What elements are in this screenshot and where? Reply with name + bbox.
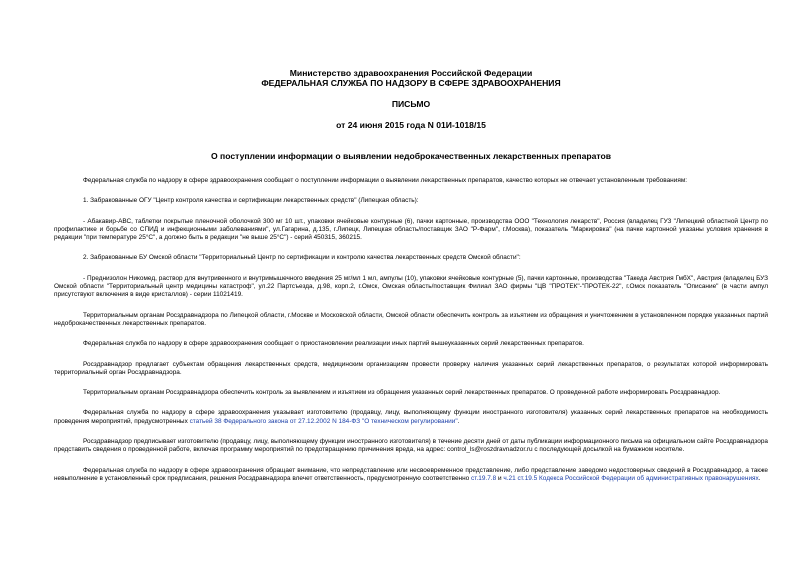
doc-type: ПИСЬМО (391, 99, 431, 109)
document (54, 68, 768, 483)
document-title: О поступлении информации о выявлении недоброкачественных лекарственных препаратов (210, 151, 612, 161)
paragraph-3: - Абакавир-АВС, таблетки покрытые пленочной оболочкой 300 мг 10 шт., упаковки ячейковые контурные (6), пачки картонные, производства ООО "Технология лекарств", Россия (владелец ГУЗ "Липецкий областной Центр по профилактике и борьбе со СПИД и инфекционными заболеваниями", ул.Гагарина, д.135, г.Липецк, Липецкая область/поставщик ЗАО "Р-Фарм", г.Москва), показатель "Маркировка" (на пачке картонной указаны условия хранения в редакции "при температуре 25°С", а должно быть в редакции "не выше 25°С") - серий 450315, 360215. (54, 217, 768, 242)
paragraph-10 (54, 409, 768, 426)
paragraph-12-and: и (496, 474, 504, 482)
doc-date-number: от 24 июня 2015 года N 01И-1018/15 (336, 120, 486, 130)
paragraph-2: 1. Забракованные ОГУ "Центр контроля качества и сертификации лекарственных средств" (Липецкая область): (83, 197, 419, 205)
paragraph-11: Росздравнадзор предписывает изготовителю (продавцу, лицу, выполняющему функции иностранного изготовителя) в течение десяти дней от даты публикации информационного письма на официальном сайте Росздравнадзора представить сведения о проведенной работе, включая программу мероприятий по предотвращению причинения вреда, на адрес: control_ls@roszdravnadzor.ru с последующей досылкой на бумажном носителе. (54, 438, 768, 454)
paragraph-8: Росздравнадзор предлагает субъектам обращения лекарственных средств, медицинским организациям провести проверку наличия указанных серий лекарственных препаратов, о результатах которой информировать территориальный орган Росздравнадзора. (54, 360, 768, 376)
law-184-fz-link[interactable]: статьей 38 Федерального закона от 27.12.2002 N 184-ФЗ "О техническом регулировании" (189, 417, 458, 425)
paragraph-5: - Преднизолон Никомед, раствор для внутривенного и внутримышечного введения 25 мг/мл 1 мл, ампулы (10), упаковки ячейковые контурные (5), пачки картонные, производства "Такеда Австрия ГмбХ", Австрия (владелец БУЗ Омской области "Территориальный центр медицины катастроф", ул.22 Партсъезда, д.98, корп.2, г.Омск, Омская область/поставщик Филиал ЗАО фирмы "ЦВ "ПРОТЕК"-"ПРОТЕК-22", г.Омск показатель "Описание" (в части ампул присутствуют включения в виде кристаллов) - серии 11021419. (54, 274, 768, 299)
paragraph-9: Территориальным органам Росздравнадзора обеспечить контроль за выявлением и изъятием из обращения указанных серий лекарственных препаратов. О проведенной работе информировать Росздравнадзор. (83, 389, 721, 397)
paragraph-7: Федеральная служба по надзору в сфере здравоохранения сообщает о приостановлении реализации иных партий вышеуказанных серий лекарственных препаратов. (83, 340, 584, 348)
paragraph-10-text: Федеральная служба по надзору в сфере здравоохранения указывает изготовителю (продавцу, лицу, выполняющему функции иностранного изготовителя) указанных серий лекарственных препаратов на необходимость проведения мероприятий, предусмотренных (54, 409, 768, 425)
koap-article-19-5-link[interactable]: ч.21 ст.19.5 Кодекса Российской Федерации об административных правонарушениях (503, 474, 759, 482)
paragraph-1: Федеральная служба по надзору в сфере здравоохранения сообщает о поступлении информации о выявлении лекарственных препаратов, качество которых не отвечает установленным требованиям: (83, 177, 688, 184)
paragraph-12 (54, 467, 768, 484)
article-19-7-8-link[interactable]: ст.19.7.8 (471, 474, 497, 482)
paragraph-6: Территориальным органам Росздравнадзора по Липецкой области, г.Москве и Московской области, Омской области обеспечить контроль за изъятием из обращения и уничтожением в установленном порядке указанных партий недоброкачественных лекарственных препаратов. (54, 311, 768, 327)
ministry-name: Министерство здравоохранения Российской Федерации (289, 68, 533, 78)
paragraph-12-end: . (758, 474, 761, 482)
paragraph-10-end: . (457, 417, 460, 425)
paragraph-12-text: Федеральная служба по надзору в сфере здравоохранения обращает внимание, что непредставление или несвоевременное представление, либо представление заведомо недостоверных сведений в Росздравнадзор, а также невыполнение в установленный срок предписания, решения Росздравнадзора влечет ответственность, предусмотренную соответственно (54, 466, 768, 482)
paragraph-4: 2. Забракованные БУ Омской области "Территориальный Центр по сертификации и контролю качества лекарственных средств Омской области": (83, 254, 521, 262)
service-name: ФЕДЕРАЛЬНАЯ СЛУЖБА ПО НАДЗОРУ В СФЕРЕ ЗДРАВООХРАНЕНИЯ (261, 78, 561, 88)
